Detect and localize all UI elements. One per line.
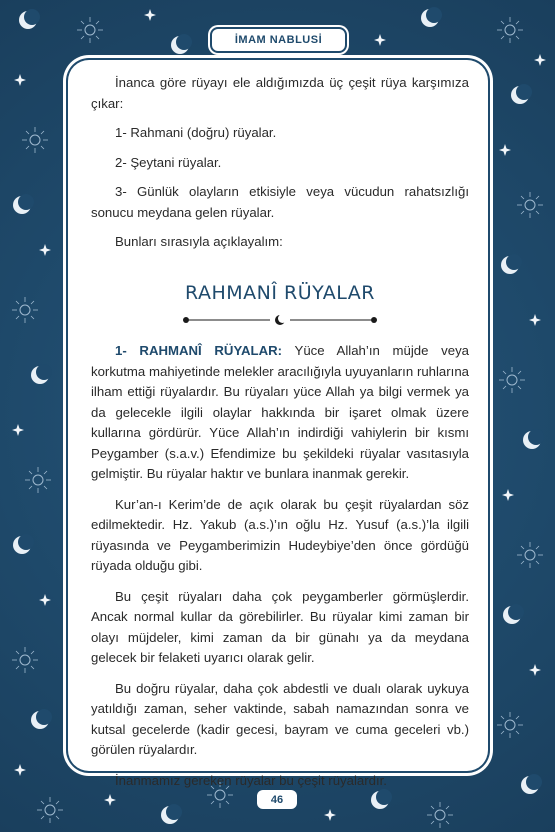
- intro-paragraph: İnanca göre rüyayı ele aldığımızda üç çeşit rüya karşımıza çıkar:: [91, 75, 469, 111]
- list-item-1: 1- Rahmani (doğru) rüyalar.: [115, 125, 277, 140]
- quran-paragraph: Kur’an-ı Kerim’de de açık olarak bu çeşit rüyalardan söz edilmektedir. Hz. Yakub (a.s.)’ın oğlu Hz. Yusuf (a.s.)’la ilgili rüyasında ve Peygamberimizin Hudeybiye’den önce gördüğü rüyada olduğu gibi.: [91, 496, 469, 573]
- book-title: İMAM NABLUSİ: [234, 34, 323, 46]
- closing-paragraph: İnanmamız gereken rüyalar bu çeşit rüyalardır.: [115, 772, 387, 788]
- book-title-tab: [210, 27, 347, 53]
- page-content: [91, 73, 469, 791]
- page-number: 46: [257, 790, 297, 809]
- crescent-divider-icon: [180, 313, 380, 327]
- rahmani-text: Yüce Allah’ın müjde veya korkutma mahiyetinde melekler aracılığıyla uyuyanların ruhlarına ilham ettiği rüyalardır. Bu rüyaları yüce Allah ya bilgi vermek ya da gelecekle ilgili olaylar hakkında bir işaret olmak üzere kullarına gördürür. Yüce Allah’ın indirdiği vahiylerin bir kısmı Peygamber (s.a.v.) Efendimize bu şekildeki rüyalar vasıtasıyla gelmiştir. Bu rüyalar haktır ve bunlara inanmak gerekir.: [91, 343, 469, 481]
- section-title: RAHMANÎ RÜYALAR: [185, 281, 375, 304]
- rahmani-paragraph: [91, 341, 469, 485]
- list-item-2: 2- Şeytani rüyalar.: [115, 154, 222, 170]
- page-panel: [71, 63, 485, 788]
- rahmani-lead: 1- RAHMANÎ RÜYALAR:: [115, 343, 283, 358]
- transition-paragraph: Bunları sırasıyla açıklayalım:: [115, 234, 283, 249]
- list-item-3: 3- Günlük olayların etkisiyle veya vücudun rahatsızlığı sonucu meydana gelen rüyalar.: [91, 184, 469, 220]
- prophets-paragraph: Bu çeşit rüyaları daha çok peygamberler görmüşlerdir. Ancak normal kullar da görebilirler. Bu rüyalar kimi zaman bir olayı müjdeler, kimi zaman da bir günahı ya da meydana gelecek bir felaketi uyarıcı olarak gelir.: [91, 588, 469, 665]
- true-dreams-paragraph: Bu doğru rüyalar, daha çok abdestli ve dualı olarak uykuya yatıldığı zaman, seher vaktinde, sabah namazından sonra ve kutsal gecelerde (kadir gecesi, bayram ve cuma geceleri vb.) görülen rüyalardır.: [91, 680, 469, 757]
